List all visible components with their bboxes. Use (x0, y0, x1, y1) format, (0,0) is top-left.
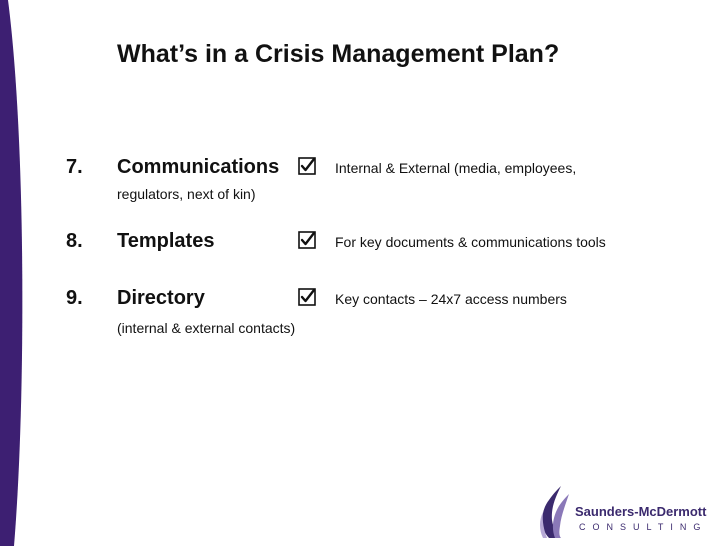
logo-tagline: CONSULTING (579, 522, 708, 532)
checkbox-checked-icon (298, 288, 316, 306)
item-number: 9. (66, 287, 83, 309)
item-number: 8. (66, 230, 83, 252)
item-description: Key contacts – 24x7 access numbers (335, 291, 567, 307)
item-subtext: regulators, next of kin) (117, 186, 256, 202)
item-description: For key documents & communications tools (335, 234, 606, 250)
logo-name: Saunders-McDermott (575, 504, 707, 519)
left-accent-bar (0, 0, 40, 546)
item-number: 7. (66, 156, 83, 178)
item-label: Directory (117, 287, 205, 309)
list-item-templates (0, 230, 728, 270)
item-subtext: (internal & external contacts) (117, 320, 296, 336)
swirl-logo-icon (535, 484, 571, 540)
slide-title: What’s in a Crisis Management Plan? (117, 40, 560, 68)
checkbox-checked-icon (298, 157, 316, 175)
item-label: Communications (117, 156, 280, 178)
company-logo (535, 484, 720, 540)
item-description: Internal & External (media, employees, (335, 160, 577, 176)
list-item-directory (0, 287, 728, 336)
list-item-communications (0, 156, 728, 202)
checkbox-checked-icon (298, 231, 316, 249)
item-label: Templates (117, 230, 215, 252)
